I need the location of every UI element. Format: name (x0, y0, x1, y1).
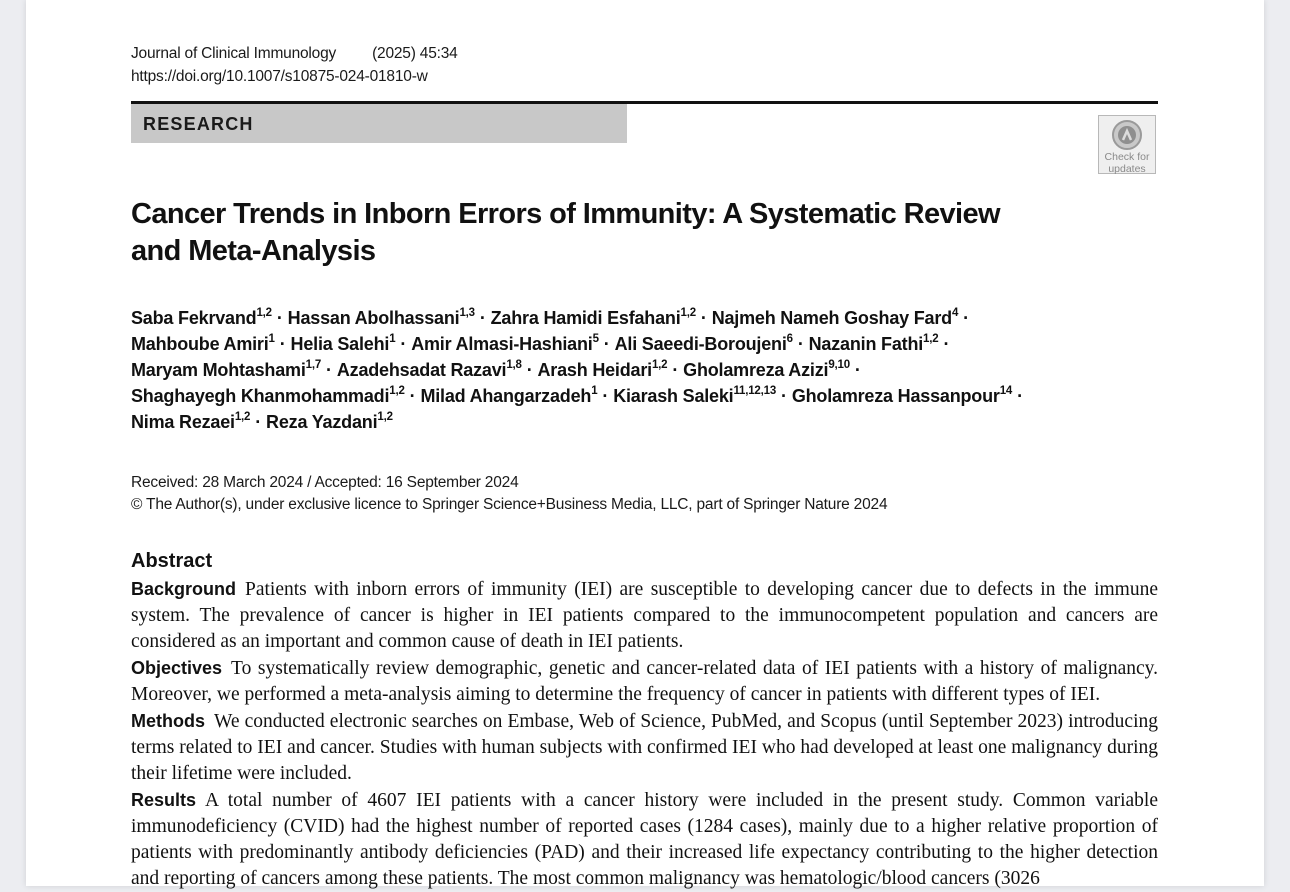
author-name[interactable]: Mahboube Amiri (131, 334, 269, 354)
author-name[interactable]: Reza Yazdani (266, 412, 378, 432)
author-affiliation: 1,2 (651, 359, 668, 371)
author-separator: · (797, 334, 804, 354)
abstract-methods (131, 708, 1158, 787)
author-name[interactable]: Maryam Mohtashami (131, 360, 306, 380)
abstract-section-head: Objectives (131, 658, 223, 678)
abstract-objectives (131, 655, 1158, 708)
author-name[interactable]: Arash Heidari (537, 360, 652, 380)
author-affiliation: 1 (268, 333, 275, 345)
copyright-notice: © The Author(s), under exclusive licence to Springer Science+Business Media, LLC, part of Springer Nature 2024 (131, 496, 888, 513)
author-separator: · (255, 412, 262, 432)
paper-page (26, 0, 1264, 889)
author-name[interactable]: Amir Almasi-Hashiani (411, 334, 593, 354)
author-name[interactable]: Saba Fekrvand (131, 308, 257, 328)
author-separator: · (400, 334, 407, 354)
journal-name: Journal of Clinical Immunology (131, 45, 337, 62)
author-affiliation: 1,2 (256, 307, 272, 319)
check-updates-line1: Check for (1104, 151, 1150, 163)
author-affiliation: 9,10 (828, 359, 850, 371)
author-name[interactable]: Hassan Abolhassani (287, 308, 460, 328)
abstract-body (131, 576, 1158, 892)
author-name[interactable]: Milad Ahangarzadeh (420, 386, 592, 406)
author-separator: · (602, 386, 609, 406)
article-title: Cancer Trends in Inborn Errors of Immunity: A Systematic Review and Meta-Analysis (131, 198, 1000, 267)
abstract-results (131, 787, 1158, 892)
author-name[interactable]: Najmeh Nameh Goshay Fard (711, 308, 952, 328)
author-name[interactable]: Shaghayegh Khanmohammadi (131, 386, 390, 406)
author-name[interactable]: Helia Salehi (290, 334, 390, 354)
author-affiliation: 1,2 (389, 385, 405, 397)
author-separator: · (326, 360, 332, 380)
author-name[interactable]: Zahra Hamidi Esfahani (490, 308, 681, 328)
author-separator: · (1017, 386, 1023, 406)
abstract-section-text: A total number of 4607 IEI patients with a cancer history were included in the present study. Common variable immunodeficiency (CVID) had the highest number of reported cases (1284 cases), mainly due to a higher relative proportion of patients with predominantly antibody deficiencies (PAD) and their increased life expectancy contributing to the higher detection and reporting of cancers among these patients. The most common malignancy was hematologic/blood cancers (3026 (131, 790, 1158, 889)
author-name[interactable]: Azadehsadat Razavi (336, 360, 507, 380)
author-name[interactable]: Kiarash Saleki (613, 386, 734, 406)
author-affiliation: 1,2 (377, 411, 393, 423)
author-list (131, 305, 1171, 435)
abstract-heading: Abstract (131, 550, 213, 572)
doi-link[interactable]: https://doi.org/10.1007/s10875-024-01810-w (131, 68, 428, 85)
section-banner (131, 104, 627, 143)
section-label: RESEARCH (143, 114, 254, 134)
author-name[interactable]: Ali Saeedi-Boroujeni (614, 334, 787, 354)
author-affiliation: 1,2 (234, 411, 251, 423)
author-affiliation: 5 (592, 333, 599, 345)
author-separator: · (279, 334, 286, 354)
received-accepted: Received: 28 March 2024 / Accepted: 16 September 2024 (131, 474, 519, 491)
check-updates-icon (1110, 119, 1144, 151)
author-name[interactable]: Gholamreza Hassanpour (791, 386, 1000, 406)
author-separator: · (526, 360, 533, 380)
abstract-section-head: Methods (131, 711, 205, 731)
abstract-section-head: Results (131, 790, 197, 810)
author-separator: · (963, 308, 969, 328)
author-affiliation: 14 (999, 385, 1013, 397)
author-name[interactable]: Gholamreza Azizi (683, 360, 829, 380)
check-for-updates-button[interactable] (1098, 115, 1156, 174)
author-separator: · (276, 308, 283, 328)
author-affiliation: 1,3 (459, 307, 475, 319)
author-separator: · (854, 360, 861, 380)
author-separator: · (781, 386, 787, 406)
abstract-section-head: Background (131, 579, 237, 599)
author-separator: · (672, 360, 679, 380)
author-separator: · (479, 308, 486, 328)
abstract-section-text: Patients with inborn errors of immunity (IEI) are susceptible to developing cancer due to defects in the immune system. The prevalence of cancer is higher in IEI patients compared to the immunocompetent population and cancers are considered as an important and common cause of death in IEI patients. (131, 579, 1158, 652)
abstract-background (131, 576, 1158, 655)
author-affiliation: 11,12,13 (733, 385, 777, 397)
journal-header (131, 45, 458, 63)
journal-volume: (2025) 45:34 (372, 45, 458, 62)
author-separator: · (603, 334, 610, 354)
author-separator: · (409, 386, 416, 406)
author-affiliation: 1,7 (305, 359, 322, 371)
author-affiliation: 6 (786, 333, 793, 345)
author-name[interactable]: Nima Rezaei (131, 412, 235, 432)
author-affiliation: 1 (389, 333, 396, 345)
author-affiliation: 1,8 (506, 359, 522, 371)
check-updates-line2: updates (1108, 162, 1146, 175)
author-affiliation: 4 (951, 307, 959, 319)
abstract-section-text: To systematically review demographic, genetic and cancer-related data of IEI patients with a history of malignancy. Moreover, we performed a meta-analysis aiming to determine the frequency of cancer in patients with different types of IEI. (131, 658, 1158, 705)
author-affiliation: 1,2 (680, 307, 696, 319)
abstract-section-text: We conducted electronic searches on Embase, Web of Science, PubMed, and Scopus (until September 2023) introducing terms related to IEI and cancer. Studies with human subjects with confirmed IEI who had developed at least one malignancy during their lifetime were included. (131, 711, 1158, 784)
author-separator: · (943, 334, 950, 354)
author-name[interactable]: Nazanin Fathi (808, 334, 924, 354)
author-separator: · (700, 308, 707, 328)
author-affiliation: 1 (591, 385, 598, 397)
author-affiliation: 1,2 (923, 333, 939, 345)
publication-dates (131, 472, 887, 516)
